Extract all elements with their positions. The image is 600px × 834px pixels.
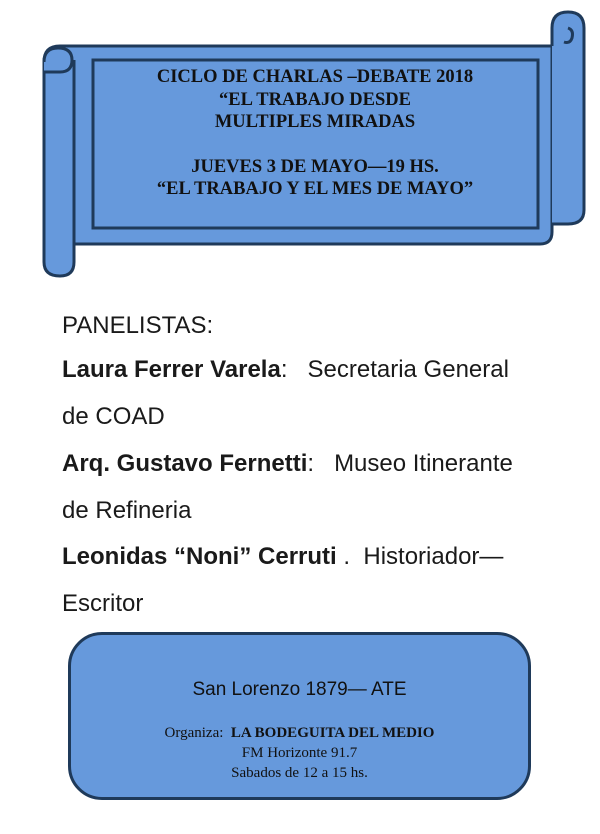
panelist-entry: Leonidas “Noni” Cerruti . Historiador— Escritor [62, 533, 582, 627]
venue-address: San Lorenzo 1879— ATE [192, 679, 407, 700]
panelist-name: Laura Ferrer Varela [62, 356, 281, 383]
event-theme-line2: MULTIPLES MIRADAS [214, 112, 416, 132]
panelist-role-cont: de Refineria [62, 497, 192, 524]
panelist-name: Arq. Gustavo Fernetti [62, 450, 308, 477]
radio-station: FM Horizonte 91.7 [241, 745, 358, 761]
event-theme-line1: “EL TRABAJO DESDE [219, 89, 411, 110]
event-series-title: CICLO DE CHARLAS –DEBATE 2018 [156, 67, 474, 87]
panelists-heading: PANELISTAS: [62, 312, 214, 339]
panelist-entry: Arq. Gustavo Fernetti: Museo Itinerante de Refineria [62, 440, 582, 534]
panelist-role: Museo Itinerante [334, 450, 513, 477]
panelist-name: Leonidas “Noni” Cerruti [62, 543, 337, 570]
organizer-block [71, 723, 528, 783]
event-info-box [68, 632, 531, 800]
panelist-entry: Laura Ferrer Varela: Secretaria General de COAD [62, 346, 582, 440]
event-title-block [95, 66, 535, 201]
panelist-role-cont: Escritor [62, 590, 144, 617]
organizer-name: LA BODEGUITA DEL MEDIO [230, 725, 435, 741]
panelist-role-cont: de COAD [62, 403, 165, 430]
broadcast-schedule: Sabados de 12 a 15 hs. [231, 765, 368, 781]
event-talk-title: “EL TRABAJO Y EL MES DE MAYO” [156, 179, 474, 199]
panelist-role: Historiador— [363, 543, 504, 570]
organiza-label: Organiza: [164, 725, 224, 741]
panelist-role: Secretaria General [307, 356, 509, 383]
event-date: JUEVES 3 DE MAYO—19 HS. [191, 156, 439, 177]
